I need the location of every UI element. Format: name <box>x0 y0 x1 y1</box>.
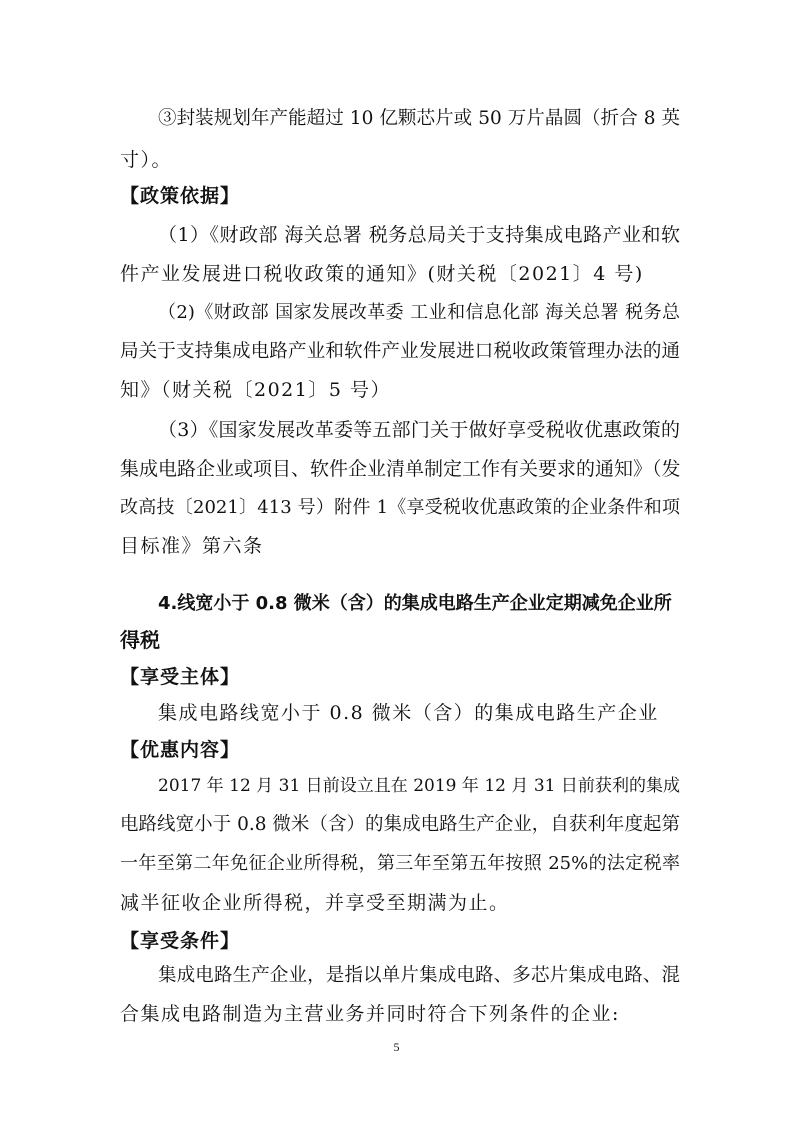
intro-line-2: 寸）。 <box>120 149 173 171</box>
policy-item-1-line-1: （1）《财政部 海关总署 税务总局关于支持集成电路产业和软 <box>158 224 680 246</box>
content-heading: 【优惠内容】 <box>120 739 241 761</box>
section-4-title-line-2: 得税 <box>120 628 160 652</box>
conditions-line-2: 合集成电路制造为主营业务并同时符合下列条件的企业: <box>120 1003 620 1025</box>
policy-item-3-line-3: 改高技〔2021〕413 号）附件 1《享受税收优惠政策的企业条件和项 <box>120 497 680 518</box>
policy-item-2-line-1: （2)《财政部 国家发展改革委 工业和信息化部 海关总署 税务总 <box>158 302 680 323</box>
policy-item-3-line-1: （3）《国家发展改革委等五部门关于做好享受税收优惠政策的 <box>158 419 680 441</box>
policy-basis-heading: 【政策依据】 <box>120 185 241 207</box>
content-line-4: 减半征收企业所得税，并享受至期满为止。 <box>120 892 510 914</box>
section-4-title-line-1: 4.线宽小于 0.8 微米（含）的集成电路生产企业定期减免企业所 <box>158 593 672 614</box>
intro-line-1: ③封装规划年产能超过 10 亿颗芯片或 50 万片晶圆（折合 8 英 <box>158 108 680 129</box>
conditions-heading: 【享受条件】 <box>120 930 241 952</box>
content-line-2: 电路线宽小于 0.8 微米（含）的集成电路生产企业，自获利年度起第 <box>120 814 680 835</box>
content-line-1: 2017 年 12 月 31 日前设立且在 2019 年 12 月 31 日前获利的集成 <box>158 776 680 796</box>
content-line-3: 一年至第二年免征企业所得税，第三年至第五年按照 25%的法定税率 <box>120 853 680 874</box>
policy-item-2-line-3: 知》（财关税〔2021〕5 号） <box>120 379 391 401</box>
conditions-line-1: 集成电路生产企业，是指以单片集成电路、多芯片集成电路、混 <box>158 965 680 986</box>
policy-item-3-line-2: 集成电路企业或项目、软件企业清单制定工作有关要求的通知》（发 <box>120 458 681 480</box>
policy-item-1-line-2: 件产业发展进口税收政策的通知》(财关税〔2021〕4 号) <box>120 263 644 285</box>
policy-item-2-line-2: 局关于支持集成电路产业和软件产业发展进口税收政策管理办法的通 <box>120 341 680 362</box>
policy-item-3-line-4: 目标准》第六条 <box>120 535 264 557</box>
subject-text: 集成电路线宽小于 0.8 微米（含）的集成电路生产企业 <box>158 702 659 724</box>
subject-heading: 【享受主体】 <box>120 666 241 688</box>
page-number: 5 <box>393 1040 400 1054</box>
